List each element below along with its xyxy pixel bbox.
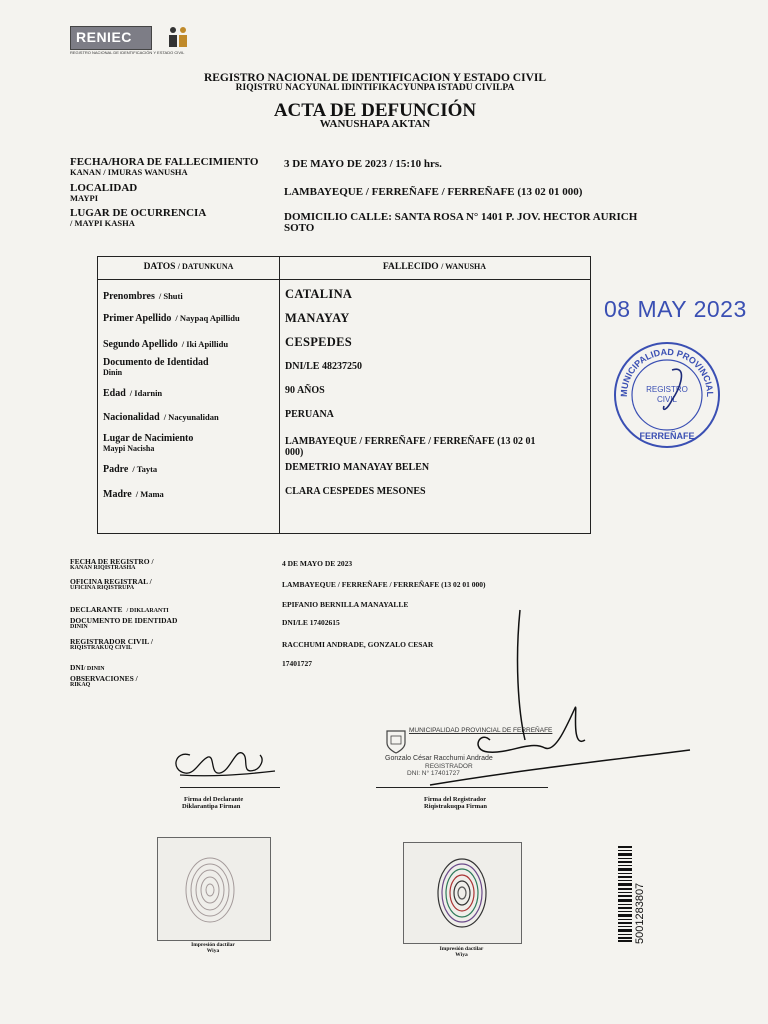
office-value: LAMBAYEQUE / FERREÑAFE / FERREÑAFE (13 02 01 000) [282, 580, 486, 589]
registrar-stamp-dni: DNI: N° 17401727 [407, 770, 460, 777]
received-date-stamp: 08 MAY 2023 [604, 296, 747, 322]
declarant-signature [160, 735, 280, 795]
age-value: 90 AÑOS [285, 385, 325, 396]
place-label: LUGAR DE OCURRENCIA [70, 207, 207, 219]
registration-date-sublabel: KANAN RIQISTRASHA [70, 565, 136, 571]
death-datetime-value: 3 DE MAYO DE 2023 / 15:10 hrs. [284, 158, 442, 170]
registrar-sublabel: RIQISTRAKUQ CIVIL [70, 645, 133, 651]
declarant-signature-line [180, 787, 280, 788]
registrar-signature-line [376, 787, 548, 788]
barcode-number: 5001283807 [634, 882, 646, 944]
left-fingerprint-caption: Impresión dactilar [191, 942, 235, 948]
declarant-id-value: DNI/LE 17402615 [282, 618, 340, 627]
registrar-dni-value: 17401727 [282, 659, 312, 668]
nationality-value: PERUANA [285, 409, 334, 420]
father-value: DEMETRIO MANAYAY BELEN [285, 462, 430, 473]
table-row: Padre / Tayta [103, 464, 158, 475]
logo-brand: RENIEC [76, 29, 132, 45]
registrar-signature-caption: Firma del Registrador [424, 796, 487, 803]
office-label: OFICINA REGISTRAL / [70, 577, 152, 586]
declarant-value: EPIFANIO BERNILLA MANAYALLE [282, 600, 409, 609]
left-fingerprint-caption-2: Wiya [206, 948, 220, 954]
declarant-label: DECLARANTE / DIKLARANTI [70, 605, 169, 614]
table-header-datos: DATOS / DATUNKUNA [143, 262, 234, 272]
document-subtitle: WANUSHAPA AKTAN [319, 118, 431, 130]
reniec-logo [70, 26, 196, 56]
registrar-signature-caption-2: Riqistrakuqpa Firman [424, 803, 488, 810]
seal-ring-text: MUNICIPALIDAD PROVINCIAL [618, 346, 716, 398]
first-surname-value: MANAYAY [285, 311, 350, 325]
table-row: Segundo Apellido / Iki Apillidu [103, 339, 229, 350]
table-row: Madre / Mama [103, 489, 164, 500]
table-row: Documento de Identidad Dinin [103, 357, 209, 377]
registration-date-value: 4 DE MAYO DE 2023 [282, 559, 353, 568]
second-surname-value: CESPEDES [285, 335, 353, 349]
birthplace-value: LAMBAYEQUE / FERREÑAFE / FERREÑAFE (13 02 01 [285, 436, 536, 447]
registrar-value: RACCHUMI ANDRADE, GONZALO CESAR [282, 640, 434, 649]
office-sublabel: UFICINA RIQISTRUPA [70, 585, 135, 591]
registrar-fingerprint-box [403, 842, 522, 944]
header-line1: REGISTRO NACIONAL DE IDENTIFICACION Y ESTADO CIVIL [203, 72, 547, 84]
mother-value: CLARA CESPEDES MESONES [285, 486, 426, 497]
registrar-stamp-name: Gonzalo César Racchumi Andrade [385, 755, 493, 762]
table-header-fallecido: FALLECIDO / WANUSHA [382, 262, 487, 272]
fingerprint-icon [404, 843, 521, 943]
place-value-line2: SOTO [284, 222, 315, 234]
death-datetime-label: FECHA/HORA DE FALLECIMIENTO [70, 156, 259, 168]
place-sublabel: / MAYPI KASHA [70, 218, 135, 228]
seal-center-text-1: REGISTRO [646, 385, 688, 394]
locality-sublabel: MAYPI [70, 193, 99, 203]
table-row: Nacionalidad / Nacyunalidan [103, 412, 219, 423]
right-fingerprint-caption-2: Wiya [455, 952, 468, 958]
observations-sublabel: RIKAQ [70, 682, 91, 688]
declarant-fingerprint-box [157, 837, 271, 941]
declarant-id-sublabel: DININ [70, 624, 88, 630]
document-title: ACTA DE DEFUNCIÓN [273, 100, 477, 121]
header-line2: RIQISTRU NACYUNAL IDINTIFIKACYUNPA ISTADU CIVILPA [235, 83, 515, 93]
logo-subtitle: REGISTRO NACIONAL DE IDENTIFICACIÓN Y ESTADO CIVIL [70, 50, 185, 55]
given-names-value: CATALINA [285, 287, 353, 301]
birthplace-value-line2: 000) [285, 447, 304, 458]
registration-date-label: FECHA DE REGISTRO / [70, 557, 154, 566]
reniec-figures-icon [166, 26, 190, 48]
declarant-signature-caption: Firma del Declarante [184, 796, 244, 803]
fingerprint-icon [158, 838, 270, 940]
table-row: Primer Apellido / Naypaq Apillidu [103, 313, 240, 324]
registrar-dni-label: DNI/ DININ [70, 663, 105, 672]
declarant-signature-caption-2: Diklarantipa Firman [182, 803, 241, 810]
locality-label: LOCALIDAD [70, 182, 138, 194]
observations-label: OBSERVACIONES / [70, 674, 138, 683]
place-value: DOMICILIO CALLE: SANTA ROSA N° 1401 P. JOV. HECTOR AURICH [284, 211, 638, 223]
registrar-label: REGISTRADOR CIVIL / [70, 637, 153, 646]
table-row: Prenombres / Shuti [103, 291, 183, 302]
deceased-table [97, 256, 591, 534]
table-row: Lugar de Nacimiento Maypi Nacisha [103, 433, 194, 453]
registrar-stamp-role: REGISTRADOR [425, 763, 473, 770]
seal-center-text-2: CIVIL [656, 395, 678, 404]
locality-value: LAMBAYEQUE / FERREÑAFE / FERREÑAFE (13 02 01 000) [284, 186, 583, 198]
death-datetime-sublabel: KANAN / IMURAS WANUSHA [70, 167, 188, 177]
registrar-stamp-title: MUNICIPALIDAD PROVINCIAL DE FERREÑAFE [409, 727, 553, 734]
municipal-seal-stamp [612, 340, 722, 450]
seal-bottom-text: FERREÑAFE [639, 431, 695, 441]
id-document-value: DNI/LE 48237250 [285, 361, 362, 372]
right-fingerprint-caption: Impresión dactilar [439, 946, 484, 952]
barcode-icon [618, 846, 632, 942]
registrar-signature [370, 600, 700, 800]
declarant-id-label: DOCUMENTO DE IDENTIDAD [70, 616, 178, 625]
table-row: Edad / Idarnin [103, 388, 163, 399]
